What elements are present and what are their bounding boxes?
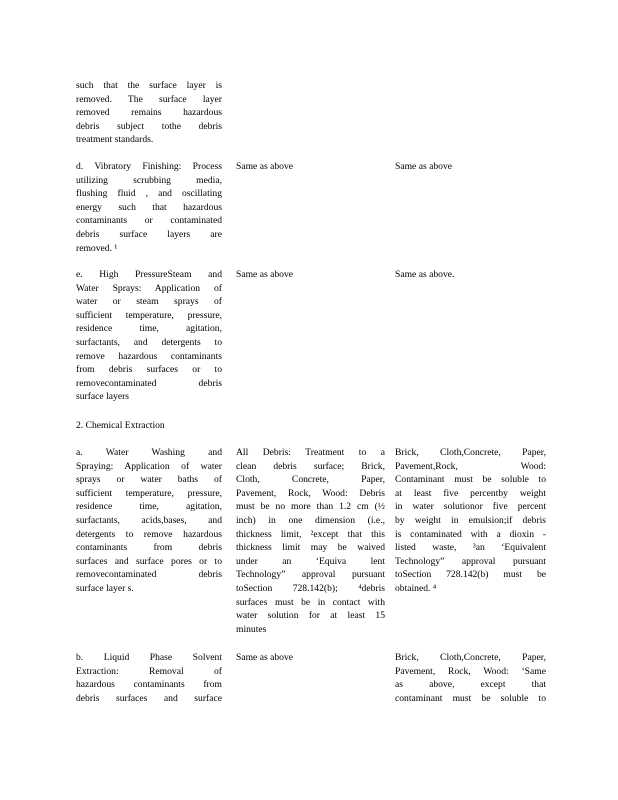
text-line: Water Sprays: Application of: [76, 282, 222, 294]
text-line: energy such that hazardous: [76, 201, 222, 213]
text-line: Pavement,Rock, Wood:: [395, 460, 546, 472]
text-line: Pavement, Rock, Wood: Debris: [236, 487, 385, 499]
text-line: e. High PressureSteam and: [76, 269, 222, 280]
text-line: surfactants, acids,bases, and: [76, 514, 222, 526]
text-line: sprays or water baths of: [76, 474, 222, 486]
text-line: Same as above: [236, 161, 294, 172]
text-line: hazardous contaminants from: [76, 679, 222, 691]
high-pressure-steam-standard: [236, 268, 385, 282]
text-line: a. Water Washing and: [76, 447, 222, 458]
liquid-phase-extraction-contaminant-restriction: [395, 651, 546, 705]
text-line: Pavement, Rock, Wood: ‘Same: [395, 665, 546, 677]
water-washing-standard: [236, 446, 385, 636]
text-line: debris subject tothe debris: [76, 120, 222, 132]
liquid-phase-extraction-standard: [236, 651, 385, 665]
text-line: d. Vibratory Finishing: Process: [76, 161, 222, 172]
text-line: under an ‘Equiva lent: [236, 555, 385, 567]
text-line: as above, except that: [395, 679, 546, 691]
text-line: toSection 728.142(b); ⁴debris: [236, 582, 385, 594]
text-line: debris surface layers are: [76, 228, 222, 240]
water-washing-contaminant-restriction: [395, 446, 546, 596]
text-line: Same as above: [395, 161, 453, 172]
high-pressure-steam-description: [76, 268, 222, 404]
text-line: surfaces and surface pores or to: [76, 555, 222, 567]
text-line: Same as above: [236, 269, 294, 280]
text-line: Spraying: Application of water: [76, 460, 222, 472]
text-line: contaminants from debris: [76, 542, 222, 554]
text-line: water solution for at least 15: [236, 610, 385, 622]
text-line: is contaminated with a dioxin -: [395, 528, 546, 540]
text-line: surface layer s.: [76, 582, 134, 594]
text-line: inch) in one dimension (i.e.,: [236, 514, 385, 526]
text-line: surfaces must be in contact with: [236, 596, 385, 608]
text-line: Same as above.: [395, 269, 455, 280]
water-washing-description: [76, 446, 222, 596]
text-line: removecontaminated debris: [76, 569, 222, 581]
text-line: contaminants or contaminated: [76, 215, 222, 227]
text-line: obtained. ⁴: [395, 582, 437, 594]
text-line: clean debris surface; Brick,: [236, 460, 385, 472]
text-line: Brick, Cloth,Concrete, Paper,: [395, 447, 546, 458]
text-line: residence time, agitation,: [76, 501, 222, 513]
text-line: water or steam sprays of: [76, 296, 222, 308]
text-line: residence time, agitation,: [76, 323, 222, 335]
text-line: in water solutionor five percent: [395, 501, 546, 513]
text-line: treatment standards.: [76, 134, 154, 146]
text-line: remove hazardous contaminants: [76, 350, 222, 362]
text-line: at least five percentby weight: [395, 487, 546, 499]
text-line: Technology” approval pursuant: [236, 569, 385, 581]
text-line: Cloth, Concrete, Paper,: [236, 474, 385, 486]
text-line: thickness limit, ²except that this: [236, 528, 385, 540]
text-line: All Debris: Treatment to a: [236, 447, 385, 458]
text-line: removecontaminated debris: [76, 377, 222, 389]
text-line: thickness limit may be waived: [236, 542, 385, 554]
liquid-phase-extraction-description: [76, 651, 222, 705]
text-line: sufficient temperature, pressure,: [76, 487, 222, 499]
text-line: such that the surface layer is: [76, 80, 222, 91]
text-line: debris surfaces and surface: [76, 692, 222, 704]
vibratory-finishing-standard: [236, 160, 385, 174]
text-line: surface layers: [76, 391, 129, 403]
section-heading: 2. Chemical Extraction: [76, 420, 165, 431]
text-line: Extraction: Removal of: [76, 665, 222, 677]
text-line: removed. The surface layer: [76, 93, 222, 105]
text-line: surfactants, and detergents to: [76, 336, 222, 348]
vibratory-finishing-contaminant-restriction: [395, 160, 546, 174]
high-pressure-steam-contaminant-restriction: [395, 268, 546, 282]
text-line: minutes: [236, 623, 267, 635]
text-line: contaminant must be soluble to: [395, 692, 546, 704]
text-line: flushing fluid , and oscillating: [76, 188, 222, 200]
text-line: detergents to remove hazardous: [76, 528, 222, 540]
text-line: removed remains hazardous: [76, 107, 222, 119]
vibratory-finishing-description: [76, 160, 222, 255]
text-line: by weight in emulsion;if debris: [395, 514, 546, 526]
text-line: from debris surfaces or to: [76, 364, 222, 376]
text-line: utilizing scrubbing media,: [76, 174, 222, 186]
text-line: sufficient temperature, pressure,: [76, 309, 222, 321]
carryover-description: [76, 79, 222, 147]
text-line: Brick, Cloth,Concrete, Paper,: [395, 652, 546, 663]
text-line: toSection 728.142(b) must be: [395, 569, 546, 581]
text-line: listed waste, ³an ‘Equivalent: [395, 542, 546, 554]
text-line: Same as above: [236, 652, 294, 663]
text-line: must be no more than 1.2 cm (½: [236, 501, 385, 513]
text-line: b. Liquid Phase Solvent: [76, 652, 222, 663]
text-line: Technology” approval pursuant: [395, 555, 546, 567]
text-line: removed. ¹: [76, 242, 118, 254]
text-line: Contaminant must be soluble to: [395, 474, 546, 486]
